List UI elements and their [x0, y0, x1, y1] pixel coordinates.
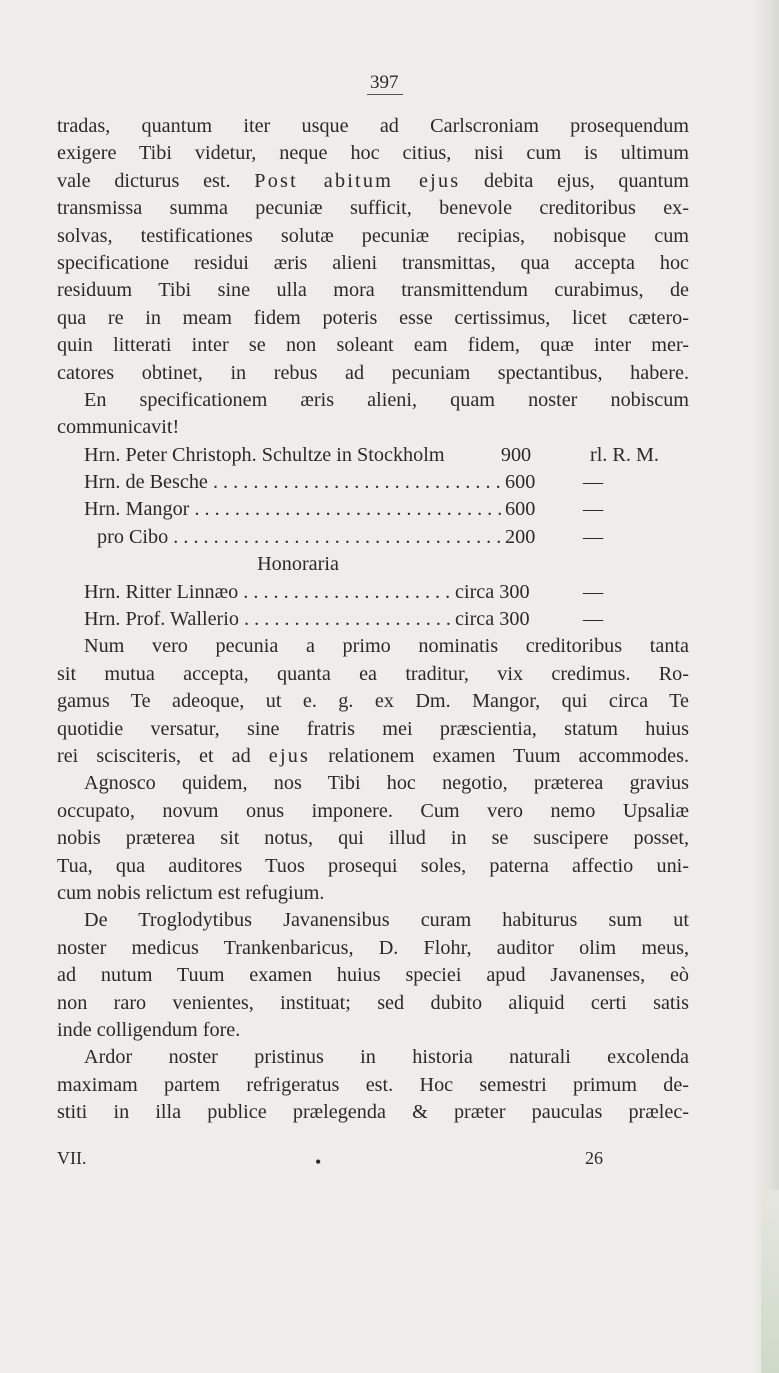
signature-mark: VII. — [57, 1148, 87, 1168]
ledger-row — [57, 524, 689, 551]
creditor-name: Hrn. Ritter Linnæo . . . — [84, 579, 455, 606]
creditor-name: pro Cibo . . . — [97, 524, 505, 551]
currency-unit: — — [583, 498, 604, 521]
signature-number: 26 — [585, 1148, 603, 1168]
text-line: inde colligendum fore. — [57, 1018, 241, 1041]
text-line: residuum Tibi sine ulla mora transmittendum curabimus, de — [57, 279, 689, 302]
text-line: cum nobis relictum est refugium. — [57, 881, 325, 904]
text-line: catores obtinet, in rebus ad pecuniam spectantibus, habere. — [57, 361, 689, 384]
gathering-dot: • — [315, 1152, 322, 1172]
currency-unit: — — [583, 525, 604, 548]
text-segment: debita ejus, quantum — [484, 169, 690, 192]
text-segment: vale dicturus est. — [57, 169, 231, 192]
text-line: transmissa summa pecuniæ sufficit, benevole creditoribus ex- — [57, 197, 689, 220]
text-line: stiti in illa publice prælegenda & præter pauculas prælec- — [57, 1101, 689, 1124]
currency-unit: — — [583, 608, 604, 631]
text-line: En specificationem æris alieni, quam noster nobiscum — [84, 388, 689, 411]
creditor-name: Hrn. Prof. Wallerio . . . — [84, 606, 455, 633]
currency-unit: — — [583, 471, 604, 494]
text-line: qua re in meam fidem poteris esse certissimus, licet cætero- — [57, 306, 689, 329]
text-segment: rei scisciteris, et ad — [57, 744, 251, 767]
text-line: maximam partem refrigeratus est. Hoc semestri primum de- — [57, 1073, 689, 1096]
currency-unit: rl. R. M. — [589, 443, 659, 466]
text-line: quotidie versatur, sine fratris mei præscientia, statum huius — [57, 717, 689, 740]
ledger-row — [57, 469, 689, 496]
ledger-row — [57, 496, 689, 523]
text-line: sit mutua accepta, quanta ea traditur, vix credimus. Ro- — [57, 662, 689, 685]
text-line: De Troglodytibus Javanensibus curam habiturus sum ut — [84, 909, 689, 932]
text-line: Num vero pecunia a primo nominatis creditoribus tanta — [84, 635, 689, 658]
amount: 200 — [505, 525, 536, 548]
amount: 900 — [500, 443, 532, 466]
text-line: communicavit! — [57, 416, 180, 439]
amount: 600 — [505, 471, 536, 494]
body-text — [57, 113, 689, 1126]
amount: circa 300 — [455, 580, 530, 603]
text-line: solvas, testificationes solutæ pecuniæ recipias, nobisque cum — [57, 224, 689, 247]
text-line: exigere Tibi videtur, neque hoc citius, nisi cum is ultimum — [57, 142, 689, 165]
amount: 600 — [505, 498, 536, 521]
text-line: noster medicus Trankenbaricus, D. Flohr, auditor olim meus, — [57, 936, 689, 959]
creditor-name: Hrn. Peter Christoph. Schultze in Stockholm — [84, 443, 445, 466]
creditor-name: Hrn. Mangor . . . — [84, 496, 505, 523]
corner-mark — [761, 1190, 779, 1373]
text-line — [57, 168, 689, 195]
text-line: gamus Te adeoque, ut e. g. ex Dm. Mangor, qui circa Te — [57, 690, 689, 713]
page-number: 397 — [367, 72, 403, 95]
spaced-text: ejus — [268, 744, 311, 767]
spaced-text: Post abitum ejus — [254, 169, 461, 192]
text-line — [57, 743, 689, 770]
page-footer — [57, 1148, 689, 1172]
ledger-row — [57, 579, 689, 606]
text-line: Tua, qua auditores Tuos prosequi soles, paterna affectio uni- — [57, 854, 689, 877]
amount: circa 300 — [455, 608, 530, 631]
honoraria-heading: Honoraria — [257, 553, 339, 576]
text-line: quin litterati inter se non soleant eam fidem, quæ inter mer- — [57, 334, 689, 357]
currency-unit: — — [583, 580, 604, 603]
ledger-row — [57, 442, 689, 469]
text-line: nobis præterea sit notus, qui illud in se suscipere posset, — [57, 827, 689, 850]
creditor-name: Hrn. de Besche . . . — [84, 469, 505, 496]
text-line: non raro venientes, instituat; sed dubito aliquid certi satis — [57, 991, 689, 1014]
text-line: tradas, quantum iter usque ad Carlscroniam prosequendum — [57, 115, 689, 137]
ledger-row — [57, 606, 689, 633]
text-line: ad nutum Tuum examen huius speciei apud Javanenses, eò — [57, 964, 689, 987]
text-line: Ardor noster pristinus in historia naturali excolenda — [84, 1046, 689, 1069]
text-line: specificatione residui æris alieni transmittas, qua accepta hoc — [57, 251, 689, 274]
text-segment: relationem examen Tuum accommodes. — [328, 744, 690, 767]
text-line: Agnosco quidem, nos Tibi hoc negotio, præterea gravius — [84, 772, 689, 795]
text-line: occupato, novum onus imponere. Cum vero nemo Upsaliæ — [57, 799, 689, 822]
page-edge — [751, 0, 779, 1373]
